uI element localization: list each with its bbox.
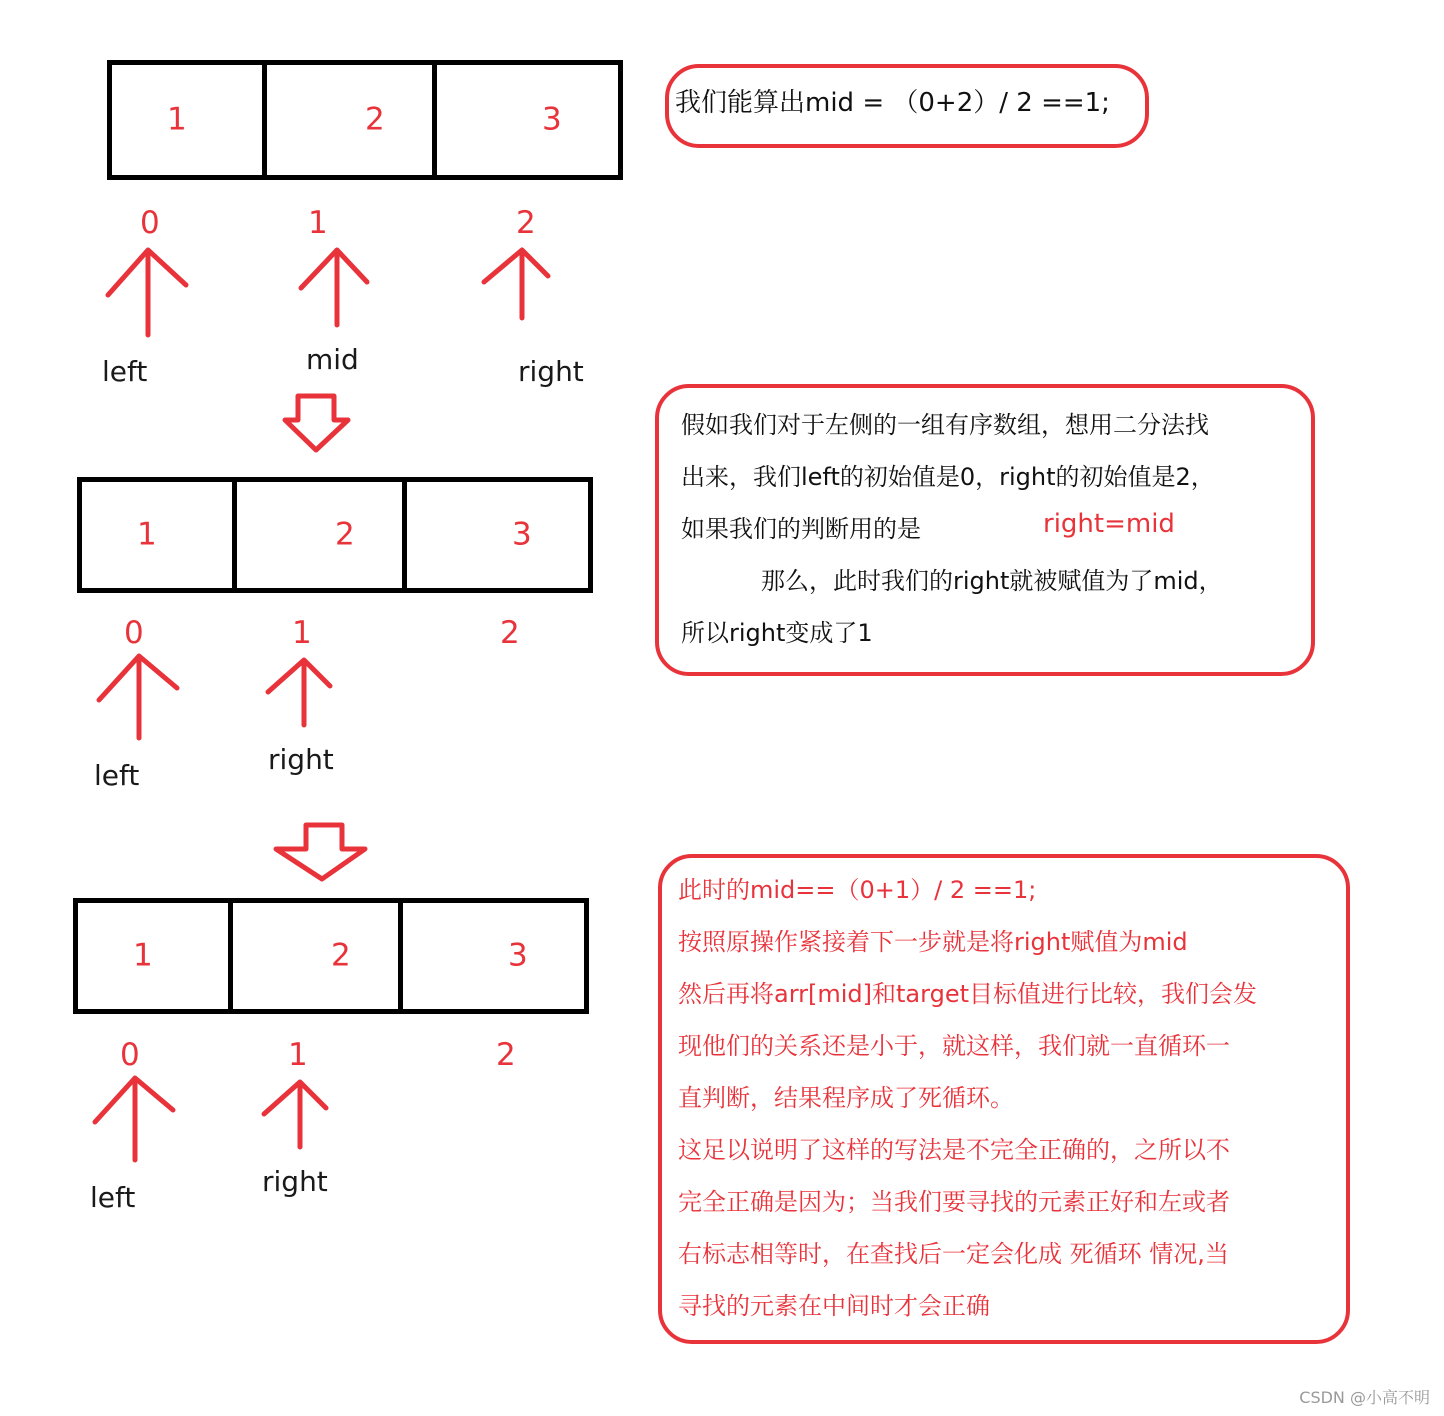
down-transition-arrow-icon	[282, 393, 352, 455]
note-text: 我们能算出mid = （0+2）/ 2 ==1;	[675, 88, 1110, 118]
note-text: 所以right变成了1	[681, 619, 873, 647]
note-text: 这足以说明了这样的写法是不完全正确的，之所以不	[678, 1136, 1230, 1164]
array-cell	[112, 65, 262, 175]
index-label: 2	[496, 1037, 516, 1073]
up-arrow-icon	[258, 1072, 333, 1152]
watermark: CSDN @小高不明	[1299, 1388, 1430, 1407]
up-arrow-icon	[478, 240, 558, 325]
note-text: 右标志相等时，在查找后一定会化成 死循环 情况,当	[678, 1240, 1229, 1268]
array-cell	[82, 482, 232, 588]
cell-value: 2	[365, 101, 385, 138]
note-text: 现他们的关系还是小于，就这样，我们就一直循环一	[678, 1032, 1230, 1060]
up-arrow-icon	[89, 1070, 179, 1165]
note-box-infinite-loop	[658, 854, 1350, 1344]
down-transition-arrow-icon	[273, 822, 369, 884]
array-step-3	[73, 898, 589, 1014]
pointer-label-right: right	[262, 1165, 328, 1198]
index-label: 1	[292, 615, 312, 651]
array-cell	[402, 482, 588, 588]
note-text: 寻找的元素在中间时才会正确	[678, 1292, 990, 1320]
index-label: 2	[516, 205, 536, 241]
array-cell	[262, 65, 432, 175]
index-label: 2	[500, 615, 520, 651]
up-arrow-icon	[295, 240, 375, 330]
note-text: 如果我们的判断用的是	[681, 515, 921, 543]
index-label: 1	[308, 205, 328, 241]
array-cell	[78, 903, 228, 1009]
cell-value: 3	[512, 516, 532, 553]
pointer-label-left: left	[102, 355, 148, 388]
array-cell	[398, 903, 584, 1009]
cell-value: 1	[137, 516, 157, 553]
note-text: 此时的mid==（0+1）/ 2 ==1;	[678, 876, 1037, 904]
cell-value: 2	[331, 937, 351, 974]
up-arrow-icon	[93, 648, 183, 743]
pointer-label-left: left	[94, 759, 140, 792]
array-cell	[228, 903, 398, 1009]
array-cell	[232, 482, 402, 588]
cell-value: 2	[335, 516, 355, 553]
note-box-right-assign	[655, 384, 1315, 676]
pointer-label-left: left	[90, 1181, 136, 1214]
pointer-label-right: right	[518, 355, 584, 388]
array-step-1	[107, 60, 623, 180]
index-label: 0	[140, 205, 160, 241]
note-text: 然后再将arr[mid]和target目标值进行比较，我们会发	[678, 980, 1257, 1008]
cell-value: 3	[508, 937, 528, 974]
array-step-2	[77, 477, 593, 593]
index-label: 0	[120, 1037, 140, 1073]
up-arrow-icon	[262, 650, 337, 730]
up-arrow-icon	[100, 240, 190, 340]
note-text: 那么，此时我们的right就被赋值为了mid，	[761, 567, 1223, 595]
index-label: 1	[288, 1037, 308, 1073]
note-text: 假如我们对于左侧的一组有序数组，想用二分法找	[681, 411, 1209, 439]
pointer-label-right: right	[268, 743, 334, 776]
index-label: 0	[124, 615, 144, 651]
note-box-mid-calc	[665, 64, 1149, 148]
cell-value: 3	[542, 101, 562, 138]
note-text: 按照原操作紧接着下一步就是将right赋值为mid	[678, 928, 1188, 956]
note-text: 直判断，结果程序成了死循环。	[678, 1084, 1014, 1112]
cell-value: 1	[133, 937, 153, 974]
note-text: 完全正确是因为；当我们要寻找的元素正好和左或者	[678, 1188, 1230, 1216]
note-highlight: right=mid	[1043, 509, 1175, 539]
pointer-label-mid: mid	[306, 343, 359, 376]
cell-value: 1	[167, 101, 187, 138]
note-text: 出来，我们left的初始值是0，right的初始值是2，	[681, 463, 1215, 491]
array-cell	[432, 65, 618, 175]
